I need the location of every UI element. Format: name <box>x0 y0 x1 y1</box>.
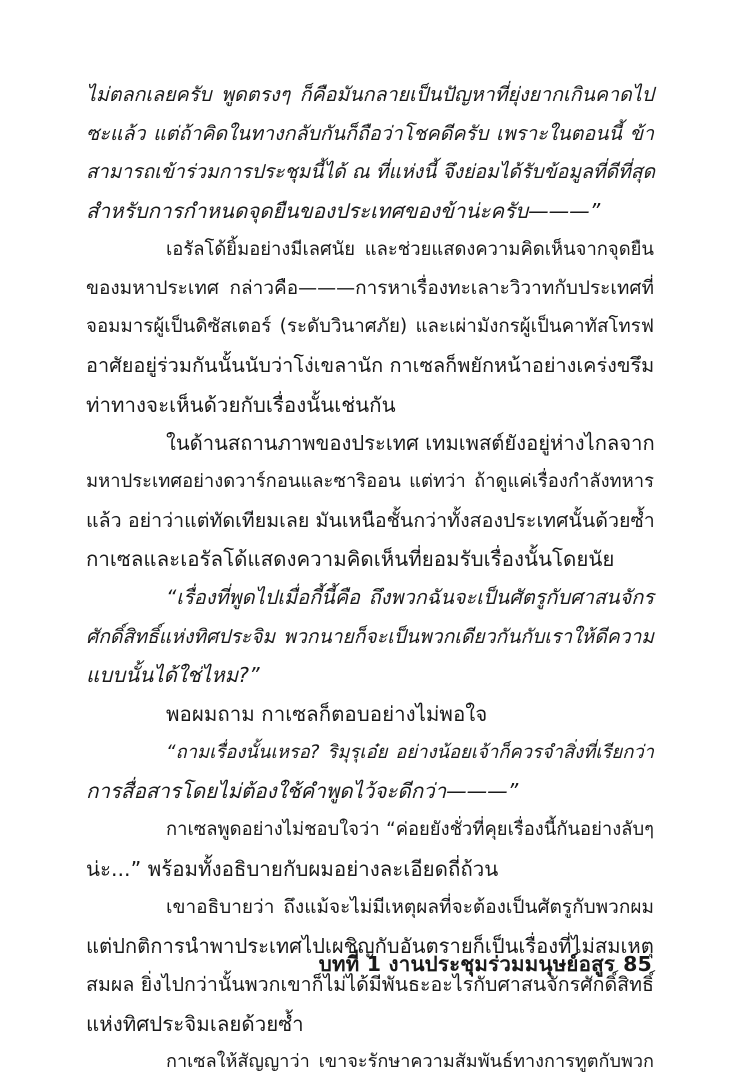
text-line: กาเซลและเอรัลโด้แสดงความคิดเห็นที่ยอมรับเรื่องนั้นโดยนัย <box>86 547 615 572</box>
text-line: การสื่อสารโดยไม่ต้องใช้คำพูดไว้จะดีกว่า———” <box>86 779 519 804</box>
text-line: กาเซลพูดอย่างไม่ชอบใจว่า “ค่อยยังชั่วที่คุยเรื่องนี้กันอย่างลับๆ <box>166 819 654 841</box>
text-line: สามารถเข้าร่วมการประชุมนี้ได้ ณ ที่แห่งนี้ จึงย่อมได้รับข้อมูลที่ดีที่สุด <box>86 160 656 184</box>
page-number: 85 <box>623 952 652 976</box>
text-line: ท่าทางจะเห็นด้วยกับเรื่องนั้นเช่นกัน <box>86 392 396 417</box>
text-line: กาเซลให้สัญญาว่า เขาจะรักษาความสัมพันธ์ทางการทูตกับพวก <box>166 1051 654 1073</box>
text-line: แต่ปกติการนำพาประเทศไปเผชิญกับอันตรายก็เป็นเรื่องที่ไม่สมเหตุ <box>86 934 654 959</box>
text-line: “เรื่องที่พูดไปเมื่อกี้นี้คือ ถึงพวกฉันจะเป็นศัตรูกับศาสนจักร <box>166 585 654 609</box>
running-footer <box>319 948 652 981</box>
text-line: ในด้านสถานภาพของประเทศ เทมเพสต์ยังอยู่ห่างไกลจาก <box>166 431 655 456</box>
text-line: จอมมารผู้เป็นดิซัสเตอร์ (ระดับวินาศภัย) และเผ่ามังกรผู้เป็นคาทัสโทรฟ <box>86 316 654 338</box>
text-line: สำหรับการกำหนดจุดยืนของประเทศของข้าน่ะครับ———” <box>86 199 601 224</box>
text-line: มหาประเทศอย่างดวาร์กอนและซาริออน แต่ทว่า ถ้าดูแค่เรื่องกำลังทหาร <box>86 470 654 492</box>
text-line: เอรัลโด้ยิ้มอย่างมีเลศนัย และช่วยแสดงความคิดเห็นจากจุดยืน <box>166 238 654 260</box>
text-line: ของมหาประเทศ กล่าวคือ———การหาเรื่องทะเลาะวิวาทกับประเทศที่ <box>86 277 654 300</box>
text-line: น่ะ...” พร้อมทั้งอธิบายกับผมอย่างละเอียดถี่ถ้วน <box>86 856 499 881</box>
text-line: ศักดิ์สิทธิ์แห่งทิศประจิม พวกนายก็จะเป็นพวกเดียวกันกับเราให้ดีความ <box>86 624 654 648</box>
text-line: ไม่ตลกเลยครับ พูดตรงๆ ก็คือมันกลายเป็นปัญหาที่ยุ่งยากเกินคาดไป <box>86 83 654 106</box>
text-line: แบบนั้นได้ใช่ไหม?” <box>86 663 260 688</box>
chapter-title: บทที่ 1 งานประชุมร่วมมนุษย์อสูร <box>318 952 616 976</box>
text-line: อาศัยอยู่ร่วมกันนั้นนับว่าโง่เขลานัก กาเซลก็พยักหน้าอย่างเคร่งขรึม <box>86 353 655 377</box>
text-line: พอผมถาม กาเซลก็ตอบอย่างไม่พอใจ <box>166 702 488 726</box>
text-line: แห่งทิศประจิมเลยด้วยซ้ำ <box>86 1011 304 1036</box>
text-line: สมผล ยิ่งไปกว่านั้นพวกเขาก็ไม่ได้มีพันธะอะไรกับศาสนจักรศักดิ์สิทธิ์ <box>86 972 654 996</box>
text-line: แล้ว อย่าว่าแต่ทัดเทียมเลย มันเหนือชั้นกว่าทั้งสองประเทศนั้นด้วยซ้ำ <box>86 508 655 532</box>
text-line: “ถามเรื่องนั้นเหรอ? ริมุรุเอ๋ย อย่างน้อยเจ้าก็ควรจำสิ่งที่เรียกว่า <box>166 741 654 763</box>
text-line: เขาอธิบายว่า ถึงแม้จะไม่มีเหตุผลที่จะต้องเป็นศัตรูกับพวกผม <box>166 896 654 919</box>
body-text <box>86 76 654 1082</box>
text-line: ซะแล้ว แต่ถ้าคิดในทางกลับกันก็ถือว่าโชคดีครับ เพราะในตอนนี้ ข้า <box>86 121 654 145</box>
